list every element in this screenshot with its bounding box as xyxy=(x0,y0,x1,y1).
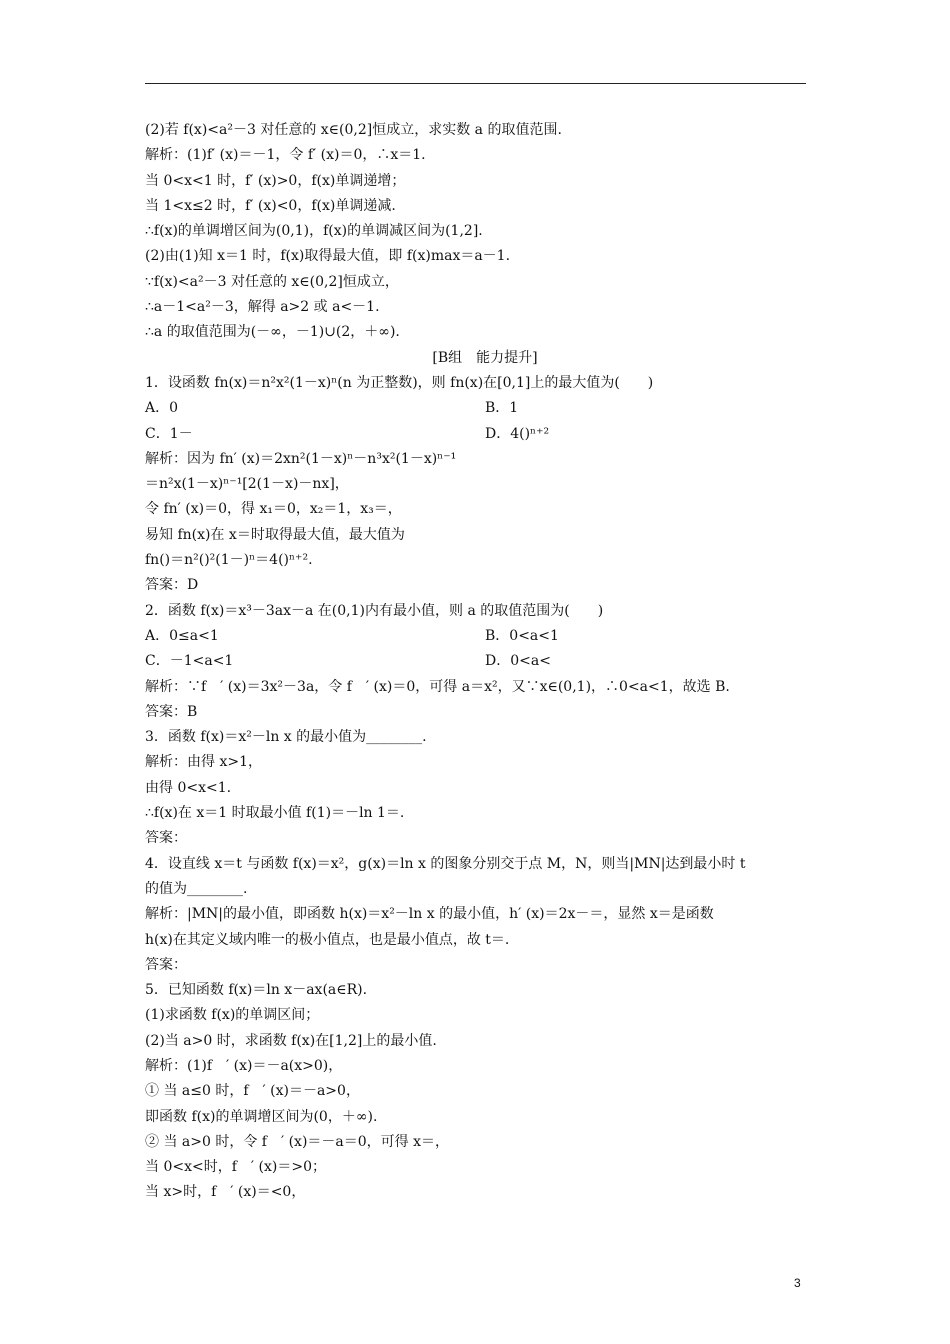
options-row xyxy=(145,624,825,649)
option-d: D．0<a< xyxy=(485,653,551,670)
text-line: ∴f(x)在 x＝1 时取最小值 f(1)＝－ln 1＝. xyxy=(145,805,405,822)
option-c: C．－1<a<1 xyxy=(145,653,234,670)
text-line: ② 当 a>0 时，令 f ′ (x)＝－a＝0，可得 x＝， xyxy=(145,1133,450,1150)
text-line: 即函数 f(x)的单调增区间为(0，＋∞). xyxy=(145,1108,378,1125)
text-line: 解析：由得 x>1， xyxy=(145,754,262,771)
text-line: ＝n²x(1－x)ⁿ⁻¹[2(1－x)－nx]， xyxy=(145,476,349,493)
answer-line: 答案：B xyxy=(145,703,198,720)
text-line: ∴a 的取值范围为(－∞，－1)∪(2，＋∞). xyxy=(145,324,400,341)
text-line: 易知 fn(x)在 x＝时取得最大值，最大值为 xyxy=(145,526,405,543)
text-line: 当 1<x≤2 时，f′ (x)<0，f(x)单调递减. xyxy=(145,197,396,214)
text-line: (2)由(1)知 x＝1 时，f(x)取得最大值，即 f(x)max＝a－1. xyxy=(145,248,511,265)
text-line: 由得 0<x<1. xyxy=(145,779,232,796)
option-b: B．0<a<1 xyxy=(485,627,559,644)
option-a: A．0 xyxy=(145,400,179,417)
text-line: (2)若 f(x)<a²－3 对任意的 x∈(0,2]恒成立，求实数 a 的取值范围. xyxy=(145,122,562,138)
text-line: 解析：∵f ′ (x)＝3x²－3a，令 f ′ (x)＝0，可得 a＝x²，又∵x∈(0,1)，∴0<a<1，故选 B. xyxy=(145,678,730,695)
text-line: ∵f(x)<a²－3 对任意的 x∈(0,2]恒成立， xyxy=(145,273,399,290)
page-number: 3 xyxy=(794,1276,801,1290)
option-a: A．0≤a<1 xyxy=(145,627,219,644)
text-line: 解析：因为 fn′ (x)＝2xn²(1－x)ⁿ－n³x²(1－x)ⁿ⁻¹ xyxy=(145,450,457,467)
text-line: ∴a－1<a²－3，解得 a>2 或 a<－1. xyxy=(145,299,380,316)
text-line: (2)当 a>0 时，求函数 f(x)在[1,2]上的最小值. xyxy=(145,1032,437,1049)
text-line: 当 0<x<1 时，f′ (x)>0，f(x)单调递增； xyxy=(145,172,406,189)
header-rule xyxy=(145,83,806,84)
text-line: fn()＝n²()²(1－)ⁿ＝4()ⁿ⁺². xyxy=(145,552,313,569)
answer-line: 答案：D xyxy=(145,577,199,594)
section-heading: [B组 能力提升] xyxy=(432,349,538,366)
option-d: D．4()ⁿ⁺² xyxy=(485,425,550,442)
text-line: 的值为________. xyxy=(145,880,248,897)
answer-line: 答案： xyxy=(145,830,187,847)
option-b: B．1 xyxy=(485,400,519,417)
text-line: (1)求函数 f(x)的单调区间； xyxy=(145,1007,320,1024)
text-line: 当 0<x<时，f ′ (x)＝>0； xyxy=(145,1159,326,1176)
options-row xyxy=(145,422,825,447)
text-line: 解析：|MN|的最小值，即函数 h(x)＝x²－ln x 的最小值，h′ (x)＝2x－＝，显然 x＝是函数 xyxy=(145,906,714,923)
text-line: 当 x>时，f ′ (x)＝<0， xyxy=(145,1184,306,1201)
answer-line: 答案： xyxy=(145,956,187,973)
options-row xyxy=(145,649,825,674)
question-4: 4．设直线 x＝t 与函数 f(x)＝x²，g(x)＝ln x 的图象分别交于点 M，N，则当|MN|达到最小时 t xyxy=(145,855,746,872)
text-line: ∴f(x)的单调增区间为(0,1)，f(x)的单调减区间为(1,2]. xyxy=(145,223,483,240)
text-line: 解析：(1)f ′ (x)＝－a(x>0)， xyxy=(145,1057,343,1074)
options-row xyxy=(145,396,825,421)
question-1: 1．设函数 fn(x)＝n²x²(1－x)ⁿ(n 为正整数)，则 fn(x)在[0,1]上的最大值为( ) xyxy=(145,374,654,391)
option-c: C．1－ xyxy=(145,425,193,442)
text-line: ① 当 a≤0 时，f ′ (x)＝－a>0， xyxy=(145,1083,360,1100)
question-2: 2．函数 f(x)＝x³－3ax－a 在(0,1)内有最小值，则 a 的取值范围为( ) xyxy=(145,602,604,619)
text-line: 令 fn′ (x)＝0，得 x₁＝0，x₂＝1，x₃＝， xyxy=(145,501,402,518)
document-body xyxy=(145,118,825,1206)
question-5: 5．已知函数 f(x)＝ln x－ax(a∈R). xyxy=(145,982,368,999)
question-3: 3．函数 f(x)＝x²－ln x 的最小值为________. xyxy=(145,729,427,746)
text-line: h(x)在其定义域内唯一的极小值点，也是最小值点，故 t＝. xyxy=(145,931,510,948)
text-line: 解析：(1)f′ (x)＝－1，令 f′ (x)＝0，∴x＝1. xyxy=(145,147,426,164)
